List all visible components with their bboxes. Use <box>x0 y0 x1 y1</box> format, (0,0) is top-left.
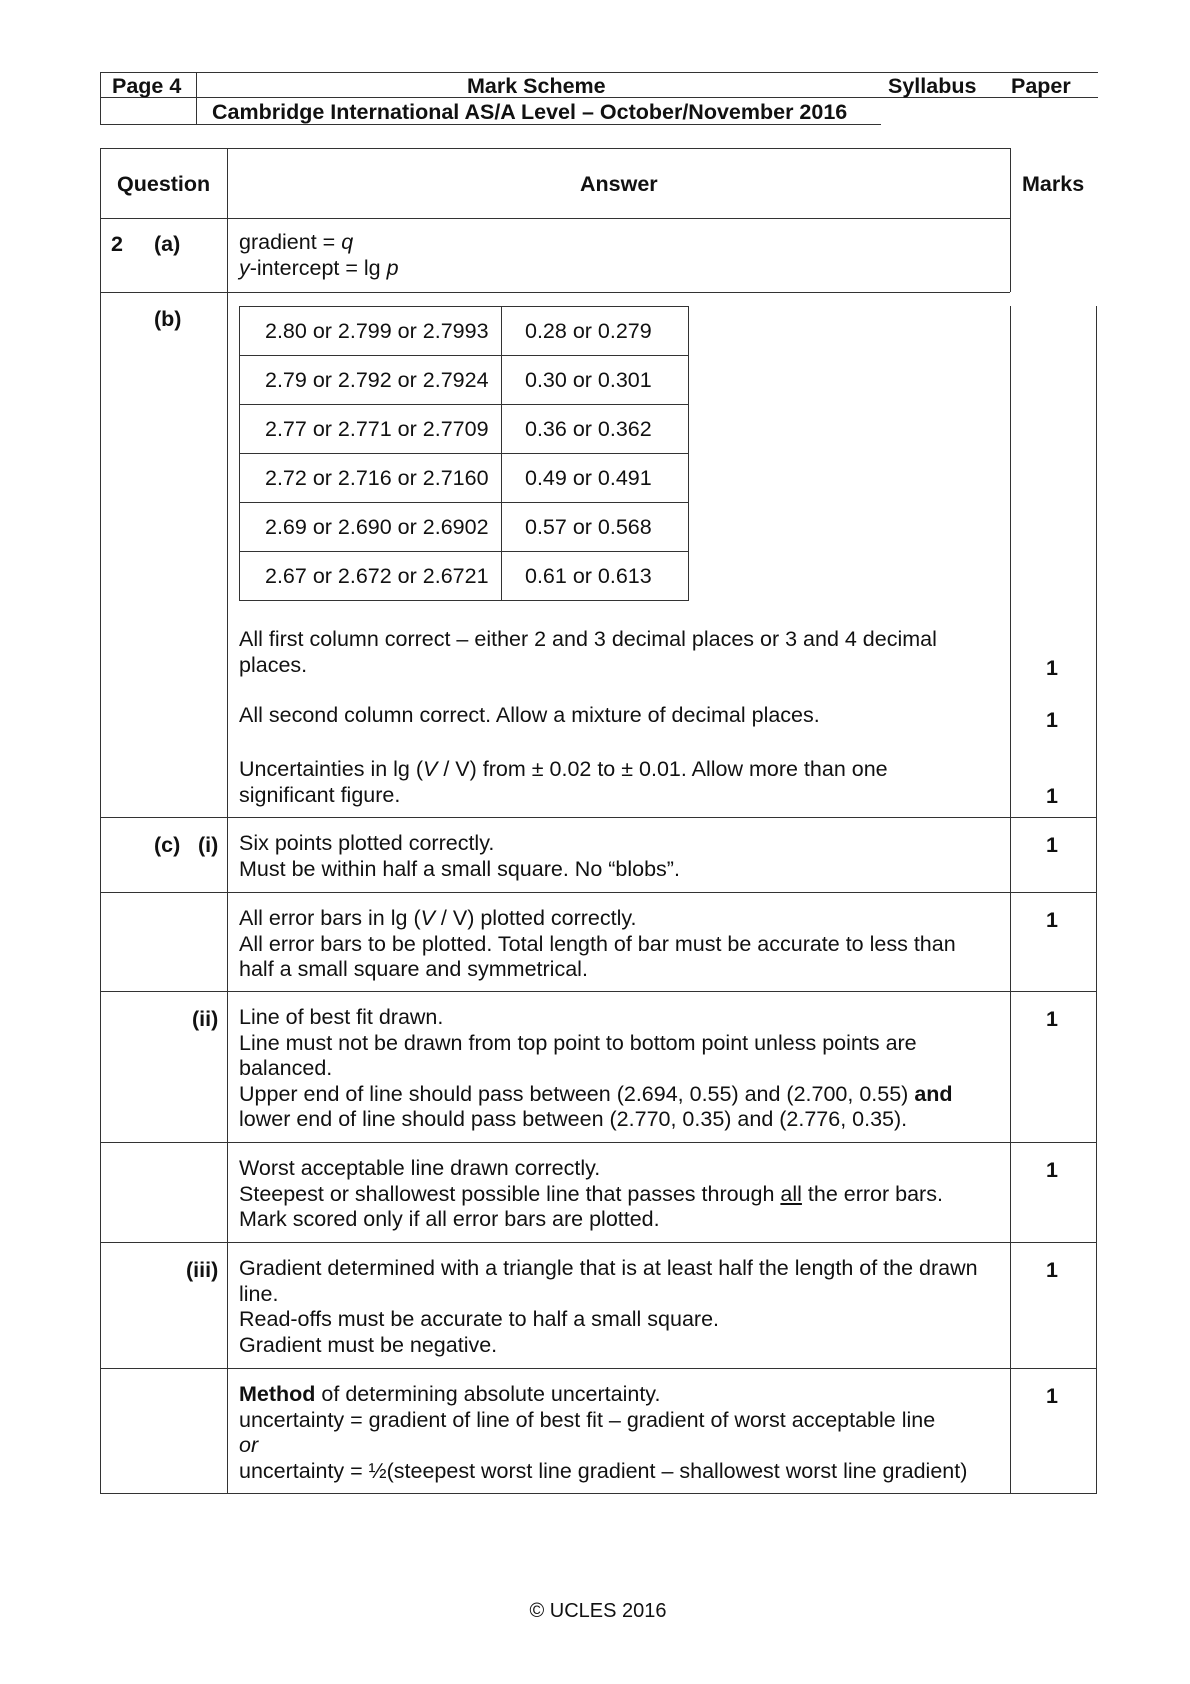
question-part-iii: (iii) <box>186 1258 219 1282</box>
table-cell: 2.72 or 2.716 or 2.7160 <box>240 454 502 503</box>
column-header-marks: Marks <box>1022 172 1085 196</box>
header-title: Mark Scheme <box>467 74 606 98</box>
table-cell: 0.36 or 0.362 <box>502 405 689 454</box>
table-cell: 0.61 or 0.613 <box>502 552 689 601</box>
question-part-i: (i) <box>198 833 219 857</box>
table-cell: 0.28 or 0.279 <box>502 307 689 356</box>
table-row <box>240 356 689 405</box>
mark-c-ii-2: 1 <box>1046 1158 1058 1182</box>
answer-c-ii-worst-line: Worst acceptable line drawn correctly. Steepest or shallowest possible line that passes through all the error bars. Mark scored only if all error bars are plotted. <box>239 1156 943 1231</box>
question-part-ii: (ii) <box>192 1007 219 1031</box>
table-row <box>240 503 689 552</box>
header-subtitle: Cambridge International AS/A Level – October/November 2016 <box>212 100 848 124</box>
question-part-a: (a) <box>154 232 181 256</box>
criterion-first-column: All first column correct – either 2 and 3 decimal places or 3 and 4 decimal places. <box>239 627 937 677</box>
mark-c-i-2: 1 <box>1046 908 1058 932</box>
table-cell: 2.77 or 2.771 or 2.7709 <box>240 405 502 454</box>
header-syllabus: Syllabus <box>888 74 977 98</box>
table-cell: 2.79 or 2.792 or 2.7924 <box>240 356 502 405</box>
table-cell: 2.80 or 2.799 or 2.7993 <box>240 307 502 356</box>
column-header-answer: Answer <box>580 172 658 196</box>
footer-copyright: © UCLES 2016 <box>529 1600 667 1622</box>
column-header-question: Question <box>117 172 211 196</box>
table-row <box>240 307 689 356</box>
criterion-uncertainties: Uncertainties in lg (V / V) from ± 0.02 to ± 0.01. Allow more than one significant figure. <box>239 757 888 807</box>
answer-c-iii-gradient: Gradient determined with a triangle that is at least half the length of the drawn line. Read-offs must be accurate to half a small square. Gradient must be negative. <box>239 1256 978 1357</box>
answer-c-iii-uncertainty: Method of determining absolute uncertainty. uncertainty = gradient of line of best fit – gradient of worst acceptable line or uncertainty = ½(steepest worst line gradient – shallowest worst line gradient) <box>239 1382 968 1483</box>
mark-c-iii-1: 1 <box>1046 1258 1058 1282</box>
table-row <box>240 552 689 601</box>
answer-2a: gradient = q y-intercept = lg p <box>239 230 399 280</box>
answer-c-ii-best-fit: Line of best fit drawn. Line must not be drawn from top point to bottom point unless points are balanced. Upper end of line should pass between (2.694, 0.55) and (2.700, 0.55) and lower end of line should pass between (2.770, 0.35) and (2.776, 0.35). <box>239 1005 953 1131</box>
mark-c-ii-1: 1 <box>1046 1007 1058 1031</box>
answer-c-i-error-bars: All error bars in lg (V / V) plotted correctly. All error bars to be plotted. Total length of bar must be accurate to less than half a small square and symmetrical. <box>239 906 956 981</box>
table-row <box>240 454 689 503</box>
answer-c-i-points: Six points plotted correctly. Must be within half a small square. No “blobs”. <box>239 831 680 881</box>
table-cell: 2.67 or 2.672 or 2.6721 <box>240 552 502 601</box>
mark-2b-1: 1 <box>1046 656 1058 680</box>
mark-c-i-1: 1 <box>1046 833 1058 857</box>
header-paper: Paper <box>1011 74 1071 98</box>
table-row <box>240 405 689 454</box>
table-cell: 0.49 or 0.491 <box>502 454 689 503</box>
table-cell: 0.57 or 0.568 <box>502 503 689 552</box>
values-table <box>239 306 689 601</box>
header-page: Page 4 <box>112 74 182 98</box>
criterion-second-column: All second column correct. Allow a mixture of decimal places. <box>239 703 820 727</box>
mark-2b-2: 1 <box>1046 708 1058 732</box>
question-number: 2 <box>111 232 123 256</box>
mark-2b-3: 1 <box>1046 784 1058 808</box>
table-cell: 2.69 or 2.690 or 2.6902 <box>240 503 502 552</box>
table-cell: 0.30 or 0.301 <box>502 356 689 405</box>
mark-c-iii-2: 1 <box>1046 1384 1058 1408</box>
question-part-b: (b) <box>154 307 182 331</box>
question-part-c: (c) <box>154 833 181 857</box>
